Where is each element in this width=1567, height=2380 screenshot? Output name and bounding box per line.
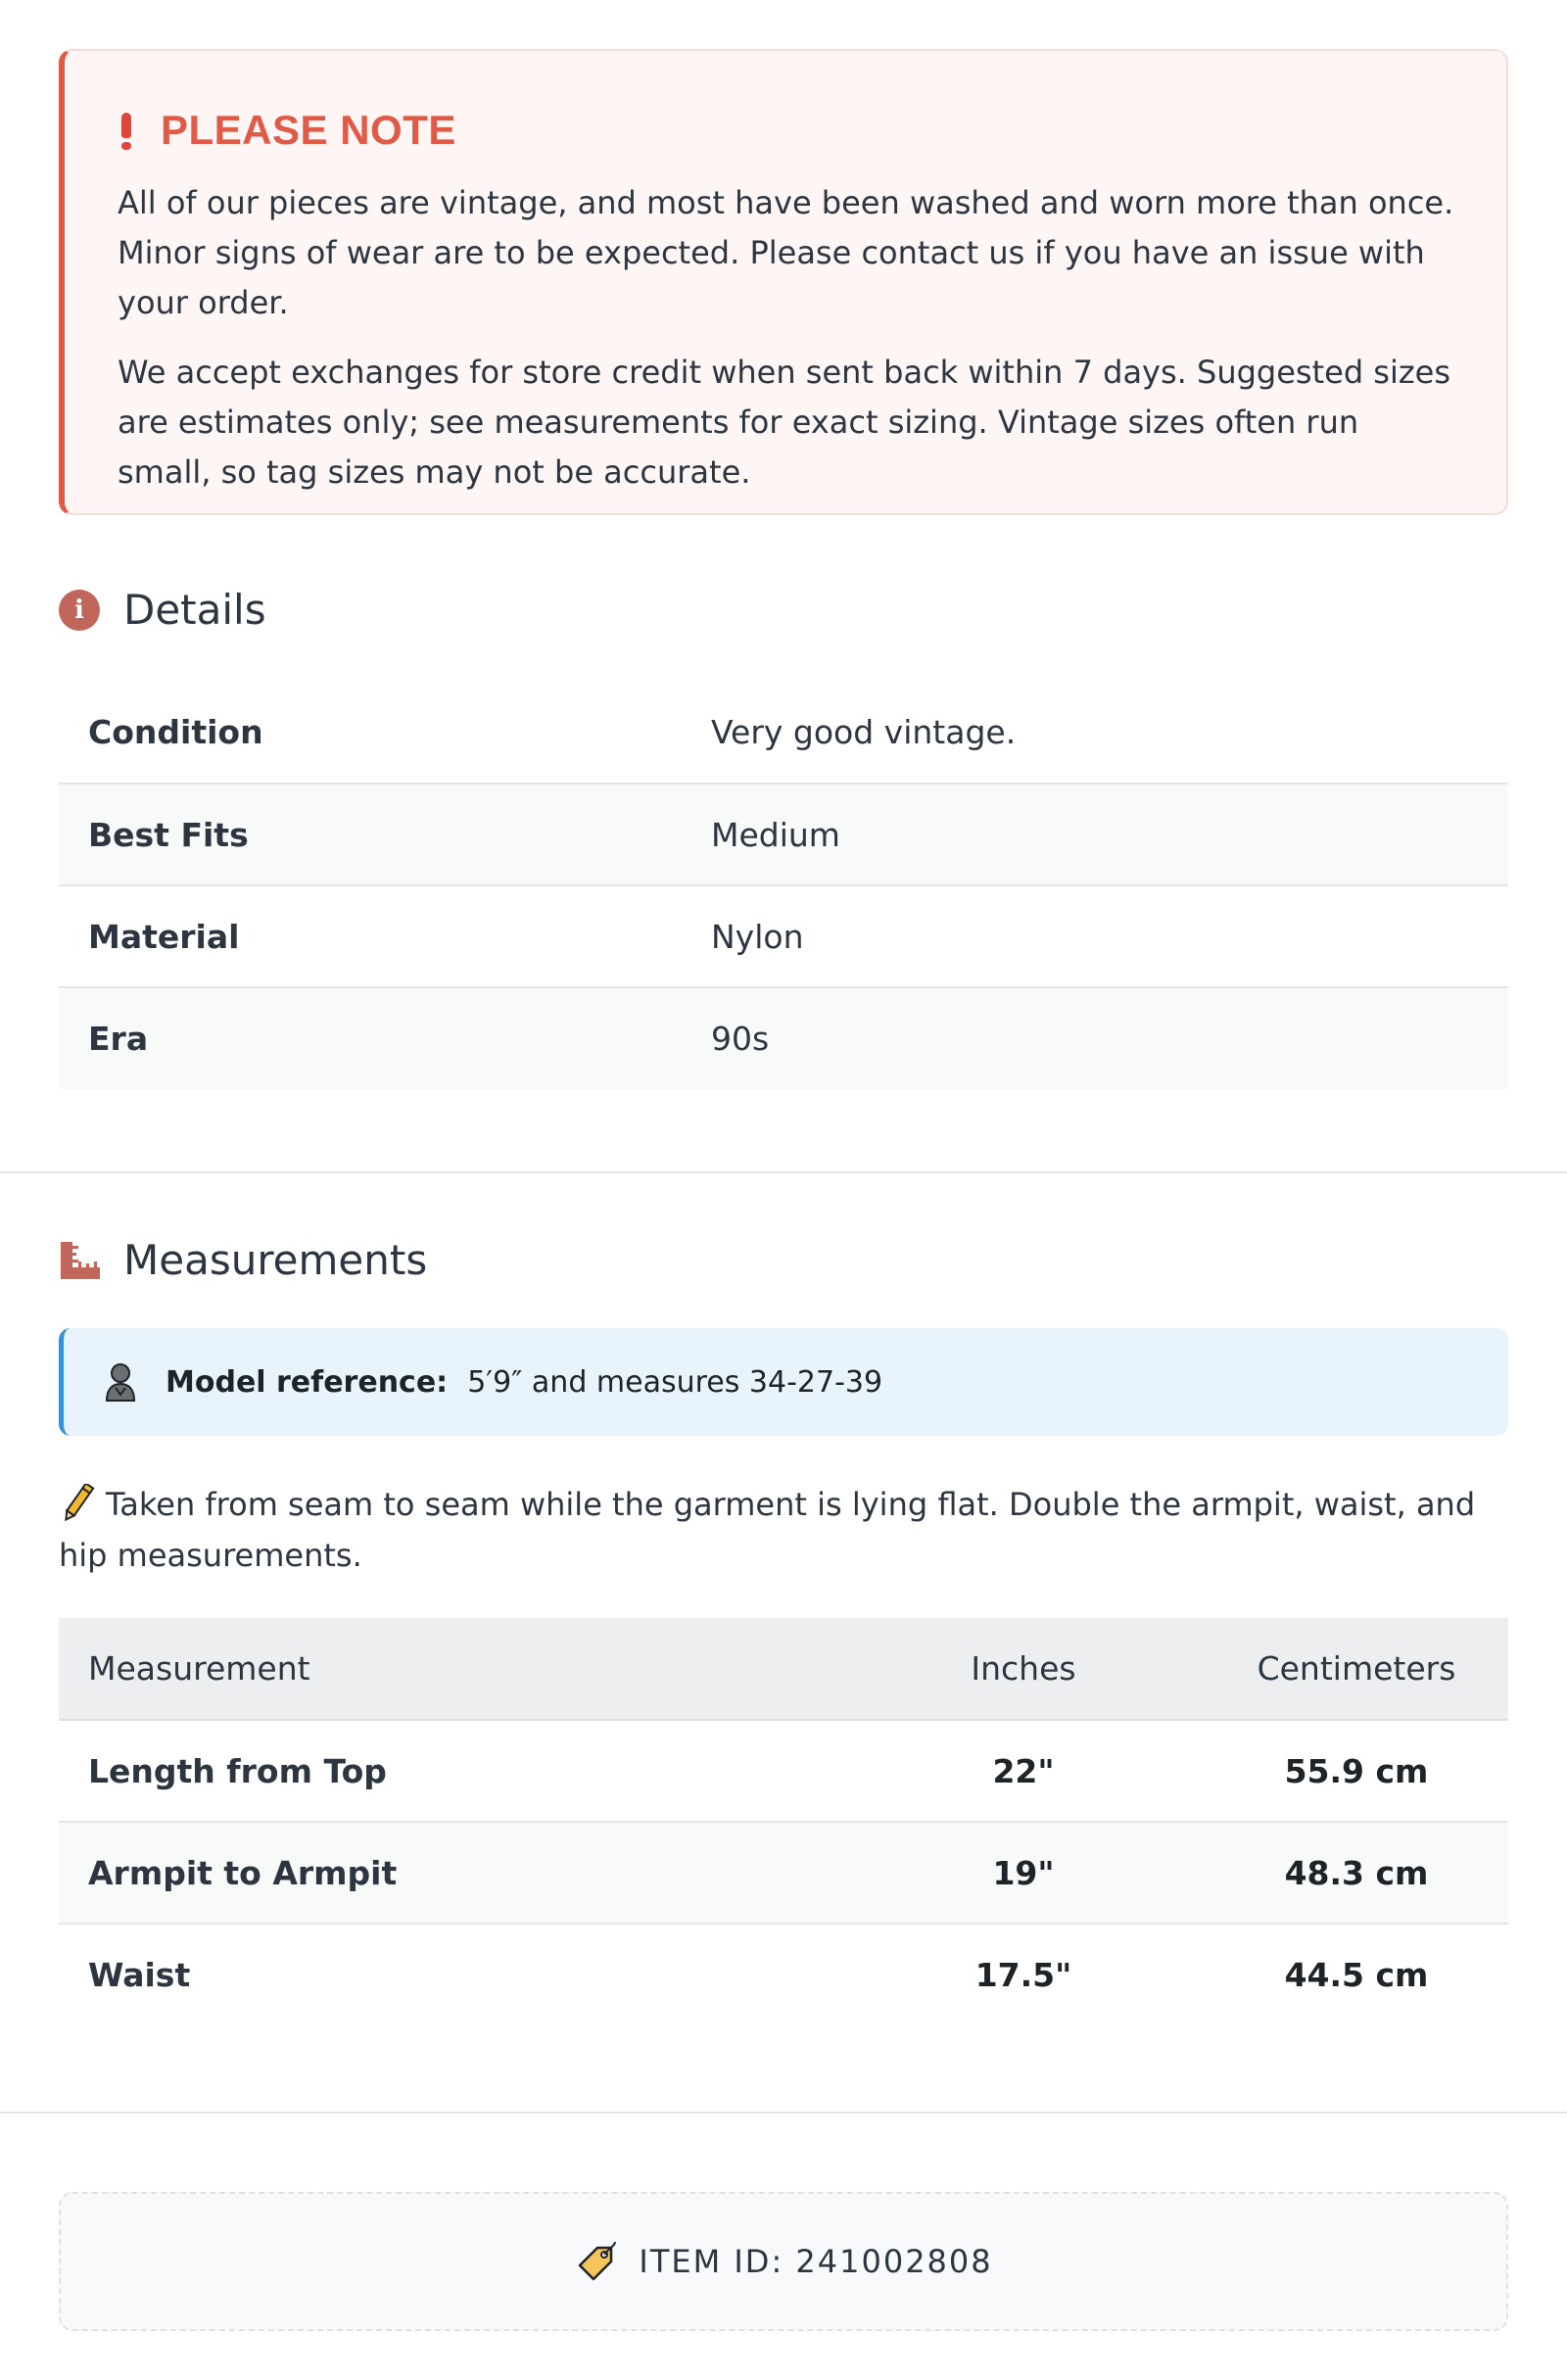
exclamation-icon <box>121 113 131 148</box>
measurement-inches: 22" <box>842 1720 1205 1822</box>
table-row <box>59 682 1508 784</box>
measurement-cm: 44.5 cm <box>1284 1956 1429 1994</box>
detail-value: Very good vintage. <box>711 682 1508 784</box>
detail-value: Medium <box>711 784 1508 885</box>
measurement-inches: 19" <box>842 1822 1205 1924</box>
details-header <box>59 586 266 634</box>
section-divider <box>0 2112 1567 2114</box>
measurement-name: Armpit to Armpit <box>59 1822 842 1924</box>
measurement-note-text: Taken from seam to seam while the garment is lying flat. Double the armpit, waist, and hip measurements. <box>59 1486 1476 1574</box>
measurements-header <box>59 1236 427 1284</box>
measurement-cm: 48.3 cm <box>1205 1822 1508 1924</box>
item-id-text: ITEM ID: 241002808 <box>639 2243 993 2280</box>
detail-label: Material <box>59 885 711 987</box>
detail-label: Era <box>59 987 711 1089</box>
table-row <box>59 784 1508 885</box>
model-reference-label: Model reference: <box>166 1364 449 1400</box>
table-row <box>59 987 1508 1089</box>
table-row <box>59 1822 1508 1924</box>
item-id-box <box>59 2192 1508 2331</box>
detail-label: Condition <box>59 682 711 784</box>
measurement-name: Waist <box>88 1956 191 1994</box>
section-title: Measurements <box>123 1236 428 1284</box>
table-row <box>59 885 1508 987</box>
notice-header <box>118 106 1455 155</box>
measurement-note <box>59 1479 1508 1581</box>
section-title: Details <box>123 586 266 634</box>
section-divider <box>0 1171 1567 1173</box>
table-row <box>59 1924 1508 2025</box>
measurement-name: Length from Top <box>59 1720 842 1822</box>
measurement-cm: 55.9 cm <box>1205 1720 1508 1822</box>
table-row <box>59 1720 1508 1822</box>
measurements-table <box>59 1618 1508 2025</box>
column-header: Measurement <box>59 1618 842 1720</box>
column-header: Inches <box>842 1618 1205 1720</box>
details-table <box>59 682 1508 1089</box>
detail-value: 90s <box>711 987 1508 1089</box>
table-header-row <box>59 1618 1508 1720</box>
measurement-inches: 17.5" <box>974 1956 1072 1994</box>
notice-box <box>59 49 1508 515</box>
tag-icon <box>574 2240 617 2283</box>
info-icon: i <box>59 590 100 631</box>
column-header: Centimeters <box>1205 1618 1508 1720</box>
detail-value: Nylon <box>711 885 1508 987</box>
detail-label: Best Fits <box>59 784 711 885</box>
model-reference-callout <box>59 1328 1508 1436</box>
model-reference-value: 5′9″ and measures 34-27-39 <box>467 1364 883 1400</box>
notice-title: PLEASE NOTE <box>161 107 456 153</box>
pencil-icon <box>59 1484 96 1521</box>
notice-paragraph: All of our pieces are vintage, and most have been washed and worn more than once. Minor signs of wear are to be expected. Please contact us if you have an issue with your order. <box>118 184 1454 321</box>
ruler-icon <box>59 1240 102 1281</box>
notice-paragraph: We accept exchanges for store credit when sent back within 7 days. Suggested sizes are estimates only; see measurements for exact sizing. Vintage sizes often run small, so tag sizes may not be accurate. <box>118 354 1451 491</box>
person-icon <box>103 1361 138 1403</box>
